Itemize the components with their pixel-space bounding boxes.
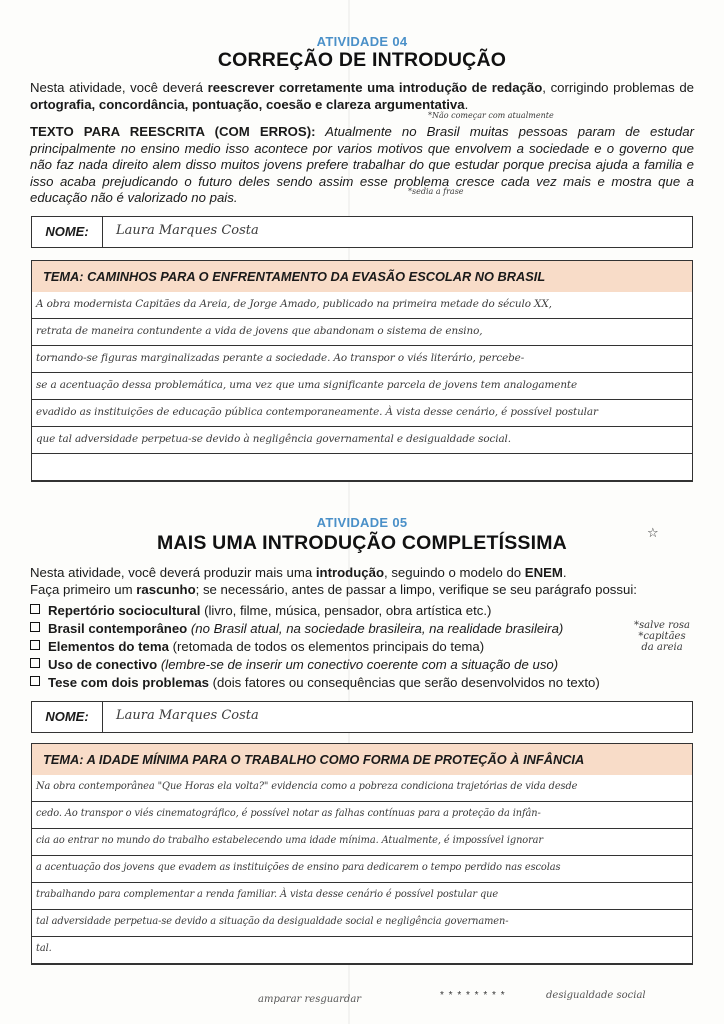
- theme-banner-2: [31, 743, 693, 776]
- name-field-2[interactable]: [31, 701, 693, 733]
- name-label: NOME:: [32, 702, 103, 732]
- footer-note-left: amparar resguardar: [258, 994, 362, 1005]
- checklist-item[interactable]: Uso de conectivo (lembre-se de inserir um conectivo coerente com a situação de uso): [30, 656, 630, 674]
- checkbox[interactable]: [30, 622, 40, 632]
- checkbox[interactable]: [30, 658, 40, 668]
- activity-04-title: CORREÇÃO DE INTRODUÇÃO: [217, 49, 507, 71]
- writing-line: se a acentuação dessa problemática, uma vez que uma significante parcela de jovens tem analogamente: [32, 373, 692, 400]
- writing-line: [32, 454, 692, 481]
- activity-04-label: ATIVIDADE 04: [316, 34, 408, 49]
- checklist-item[interactable]: Tese com dois problemas (dois fatores ou consequências que serão desenvolvidos no texto): [30, 674, 630, 692]
- checkbox[interactable]: [30, 640, 40, 650]
- theme-banner-1: [31, 260, 693, 293]
- activity-05-label: ATIVIDADE 05: [316, 515, 408, 530]
- theme-title: TEMA: A IDADE MÍNIMA PARA O TRABALHO COMO FORMA DE PROTEÇÃO À INFÂNCIA: [43, 752, 585, 767]
- footer-note-right: desigualdade social: [546, 990, 646, 1001]
- star-doodle: ☆: [647, 525, 659, 540]
- name-field-1[interactable]: [31, 216, 693, 248]
- writing-line: tornando-se figuras marginalizadas perante a sociedade. Ao transpor o viés literário, percebe-: [32, 346, 692, 373]
- teacher-annotation-top: *Não começar com atualmente: [428, 111, 554, 120]
- student-name: Laura Marques Costa: [116, 708, 259, 723]
- checklist-item[interactable]: Brasil contemporâneo (no Brasil atual, na sociedade brasileira, na realidade brasileira): [30, 620, 630, 638]
- checklist: [30, 602, 630, 692]
- checklist-item[interactable]: Repertório sociocultural (livro, filme, música, pensador, obra artística etc.): [30, 602, 630, 620]
- writing-line: A obra modernista Capitães da Areia, de Jorge Amado, publicado na primeira metade do século XX,: [32, 292, 692, 319]
- writing-line: tal adversidade perpetua-se devido a situação da desigualdade social e negligência governamen-: [32, 910, 692, 937]
- writing-line: cia ao entrar no mundo do trabalho estabelecendo uma idade mínima. Atualmente, é impossível ignorar: [32, 829, 692, 856]
- writing-line: a acentuação dos jovens que evadem as instituições de ensino para dedicarem o tempo perdido nas escolas: [32, 856, 692, 883]
- side-note: *salve rosa *capitães da areia: [634, 620, 690, 653]
- writing-line: que tal adversidade perpetua-se devido à negligência governamental e desigualdade social.: [32, 427, 692, 454]
- writing-line: evadido as instituições de educação pública contemporaneamente. À vista desse cenário, é possível postular: [32, 400, 692, 427]
- activity-04-instructions: Nesta atividade, você deverá reescrever corretamente uma introdução de redação, corrigindo problemas de ortografia, concordância, pontuação, coesão e clareza argumentativa.: [30, 80, 694, 112]
- teacher-annotation-end: *sedia a frase: [408, 187, 464, 196]
- writing-area-1[interactable]: [31, 292, 693, 482]
- checkbox[interactable]: [30, 604, 40, 614]
- writing-line: Na obra contemporânea "Que Horas ela volta?" evidencia como a pobreza condiciona trajetórias de vida desde: [32, 775, 692, 802]
- checklist-item[interactable]: Elementos do tema (retomada de todos os elementos principais do tema): [30, 638, 630, 656]
- erroneous-text: TEXTO PARA REESCRITA (COM ERROS): Atualmente no Brasil muitas pessoas param de estudar principalmente no ensino medio isso acontece por varios motivos que envolvem a sociedade e o governo que não faz nada direito alem disso muitos jovens prefere trabalhar do que estudar porque precisa ajuda a familia e isso acaba prejudicando o futuro deles sendo assim esse problema cresce cada vez mais e mostra que a educação não é valorizado no pais.: [30, 124, 694, 205]
- writing-line: retrata de maneira contundente a vida de jovens que abandonam o sistema de ensino,: [32, 319, 692, 346]
- writing-area-2[interactable]: [31, 775, 693, 965]
- activity-05-title: MAIS UMA INTRODUÇÃO COMPLETÍSSIMA: [157, 532, 567, 554]
- writing-line: cedo. Ao transpor o viés cinematográfico, é possível notar as falhas contínuas para a proteção da infân-: [32, 802, 692, 829]
- stars-doodle: * * * * * * * *: [440, 990, 506, 1001]
- checkbox[interactable]: [30, 676, 40, 686]
- activity-05-instructions: Nesta atividade, você deverá produzir mais uma introdução, seguindo o modelo do ENEM. Faça primeiro um rascunho; se necessário, antes de passar a limpo, verifique se seu parágrafo possui:: [30, 565, 637, 597]
- name-label: NOME:: [32, 217, 103, 247]
- theme-title: TEMA: CAMINHOS PARA O ENFRENTAMENTO DA EVASÃO ESCOLAR NO BRASIL: [43, 269, 546, 284]
- student-name: Laura Marques Costa: [116, 223, 259, 238]
- writing-line: trabalhando para complementar a renda familiar. À vista desse cenário é possível postular que: [32, 883, 692, 910]
- writing-line: tal.: [32, 937, 692, 964]
